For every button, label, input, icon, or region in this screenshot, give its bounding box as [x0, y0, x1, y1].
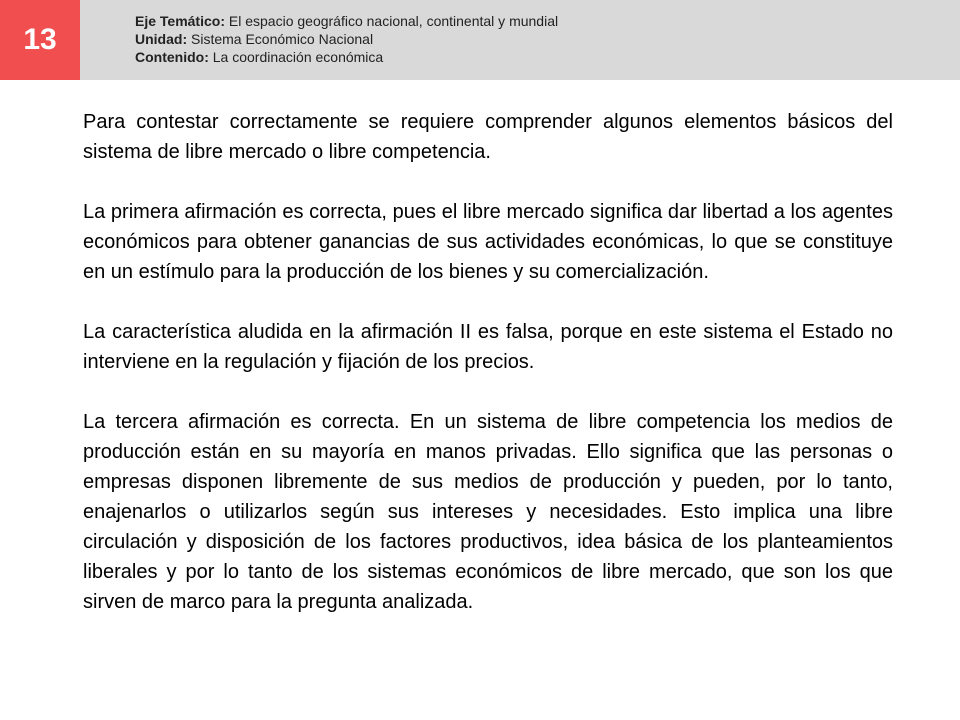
- header-info: [135, 12, 558, 66]
- paragraph-third-statement: La tercera afirmación es correcta. En un sistema de libre competencia los medios de producción están en su mayoría en manos privadas. Ello significa que las personas o empresas disponen libremente de sus medios de producción y pueden, por lo tanto, enajenarlos o utilizarlos según sus intereses y necesidades. Esto implica una libre circulación y disposición de los factores productivos, idea básica de los planteamientos liberales y por lo tanto de los sistemas económicos de libre mercado, que son los que sirven de marco para la pregunta analizada.: [83, 411, 893, 613]
- body-text: [83, 107, 893, 617]
- paragraph-second-statement: La característica aludida en la afirmación II es falsa, porque en este sistema el Estado no interviene en la regulación y fijación de los precios.: [83, 321, 893, 373]
- eje-tematico-line: [135, 12, 558, 30]
- eje-tematico-label: Eje Temático:: [135, 13, 225, 29]
- slide-number-badge: [0, 0, 80, 80]
- contenido-label: Contenido:: [135, 49, 209, 65]
- eje-tematico-value: El espacio geográfico nacional, continental y mundial: [225, 13, 559, 29]
- contenido-line: [135, 48, 558, 66]
- paragraph-intro: Para contestar correctamente se requiere comprender algunos elementos básicos del sistema de libre mercado o libre competencia.: [83, 111, 893, 163]
- unidad-line: [135, 30, 558, 48]
- slide-number: 13: [23, 23, 57, 56]
- contenido-value: La coordinación económica: [208, 49, 384, 65]
- unidad-value: Sistema Económico Nacional: [187, 31, 374, 47]
- paragraph-first-statement: La primera afirmación es correcta, pues el libre mercado significa dar libertad a los agentes económicos para obtener ganancias de sus actividades económicas, lo que se constituye en un estímulo para la producción de los bienes y su comercialización.: [83, 201, 893, 283]
- unidad-label: Unidad:: [135, 31, 188, 47]
